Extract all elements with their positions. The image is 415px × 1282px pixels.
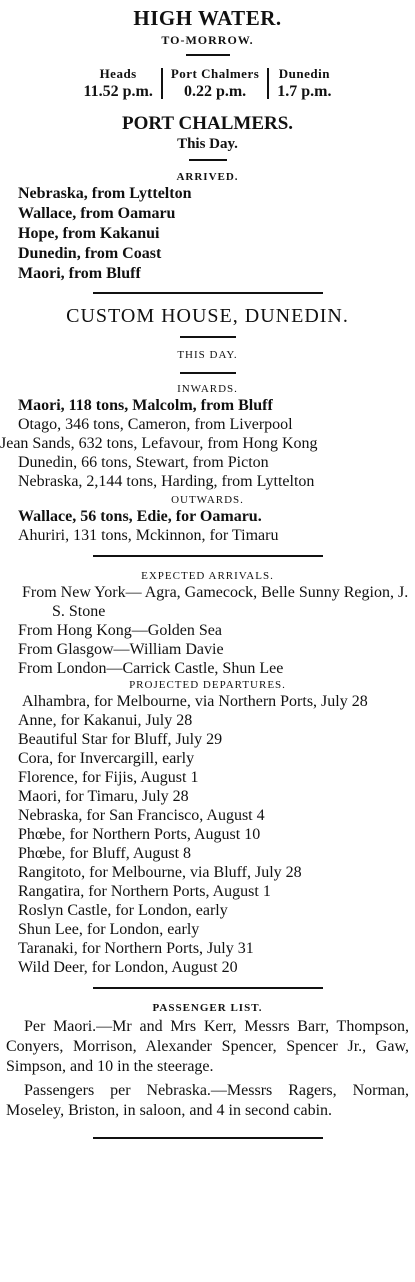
custom-house-title: CUSTOM HOUSE, DUNEDIN. [66, 305, 349, 327]
tide-dunedin [269, 66, 339, 101]
expected-arrivals-list [0, 583, 415, 678]
section-rule [93, 292, 323, 294]
tide-time: 11.52 p.m. [83, 83, 153, 100]
expected-arrivals-heading: EXPECTED ARRIVALS. [141, 570, 274, 582]
inwards-heading: INWARDS. [177, 383, 238, 395]
inwards-list [0, 396, 415, 491]
tide-time: 1.7 p.m. [277, 83, 332, 100]
port-chalmers-subtitle: This Day. [177, 136, 238, 152]
tide-port-chalmers [163, 66, 267, 101]
tide-table [0, 66, 415, 101]
list-item: Roslyn Castle, for London, early [18, 902, 228, 919]
list-item: Wallace, from Oamaru [18, 205, 176, 222]
list-item: Dunedin, from Coast [18, 245, 162, 262]
list-item: From London—Carrick Castle, Shun Lee [18, 660, 284, 677]
list-item: Beautiful Star for Bluff, July 29 [18, 731, 223, 748]
list-item: Phœbe, for Northern Ports, August 10 [18, 826, 261, 843]
list-item: Alhambra, for Melbourne, via Northern Ports, July 28 [22, 693, 368, 710]
list-item: From New York— Agra, Gamecock, Belle Sunny Region, J. S. Stone [22, 584, 409, 620]
divider [186, 54, 230, 56]
port-chalmers-title: PORT CHALMERS. [121, 113, 294, 134]
custom-house-subtitle: THIS DAY. [177, 349, 238, 361]
high-water-subtitle: TO-MORROW. [161, 33, 254, 47]
list-item: Nebraska, for San Francisco, August 4 [18, 807, 265, 824]
list-item: Maori, 118 tons, Malcolm, from Bluff [18, 397, 273, 414]
outwards-heading: OUTWARDS. [171, 494, 244, 506]
tide-place: Heads [99, 66, 137, 81]
section-rule [93, 1137, 323, 1139]
list-item: Cora, for Invercargill, early [18, 750, 195, 767]
list-item: Wild Deer, for London, August 20 [18, 959, 238, 976]
list-item: Nebraska, from Lyttelton [18, 185, 192, 202]
list-item: Rangatira, for Northern Ports, August 1 [18, 883, 271, 900]
list-item: Dunedin, 66 tons, Stewart, from Picton [18, 454, 269, 471]
passenger-paragraph: Passengers per Nebraska.—Messrs Ragers, Norman, Moseley, Briston, in saloon, and 4 in second cabin. [6, 1082, 409, 1119]
list-item: Anne, for Kakanui, July 28 [18, 712, 193, 729]
divider [180, 372, 236, 374]
list-item: Jean Sands, 632 tons, Lefavour, from Hong Kong [0, 435, 318, 452]
tide-place: Port Chalmers [170, 66, 260, 81]
list-item: Taranaki, for Northern Ports, July 31 [18, 940, 254, 957]
arrived-heading: ARRIVED. [176, 171, 239, 183]
arrived-list [0, 184, 415, 284]
list-item: Hope, from Kakanui [18, 225, 160, 242]
list-item: From Hong Kong—Golden Sea [18, 622, 222, 639]
high-water-title: HIGH WATER. [133, 6, 282, 30]
list-item: Rangitoto, for Melbourne, via Bluff, July 28 [18, 864, 302, 881]
list-item: Maori, for Timaru, July 28 [18, 788, 189, 805]
tide-place: Dunedin [278, 66, 330, 81]
divider [180, 336, 236, 338]
list-item: Phœbe, for Bluff, August 8 [18, 845, 192, 862]
list-item: Wallace, 56 tons, Edie, for Oamaru. [18, 508, 262, 525]
section-rule [93, 555, 323, 557]
list-item: Otago, 346 tons, Cameron, from Liverpool [18, 416, 293, 433]
section-rule [93, 987, 323, 989]
projected-departures-heading: PROJECTED DEPARTURES. [129, 679, 286, 691]
list-item: Florence, for Fijis, August 1 [18, 769, 199, 786]
divider [189, 159, 227, 161]
list-item: Shun Lee, for London, early [18, 921, 200, 938]
list-item: Nebraska, 2,144 tons, Harding, from Lyttelton [18, 473, 315, 490]
tide-time: 0.22 p.m. [183, 83, 247, 100]
projected-departures-list [0, 692, 415, 977]
passenger-paragraph: Per Maori.—Mr and Mrs Kerr, Messrs Barr, Thompson, Conyers, Morrison, Alexander Spencer, Spencer Jr., Gaw, Simpson, and 10 in the steerage. [6, 1018, 409, 1075]
tide-heads [75, 66, 160, 101]
list-item: From Glasgow—William Davie [18, 641, 224, 658]
passenger-list-heading: PASSENGER LIST. [152, 1002, 263, 1014]
outwards-list [0, 507, 415, 545]
list-item: Maori, from Bluff [18, 265, 141, 282]
list-item: Ahuriri, 131 tons, Mckinnon, for Timaru [18, 527, 279, 544]
